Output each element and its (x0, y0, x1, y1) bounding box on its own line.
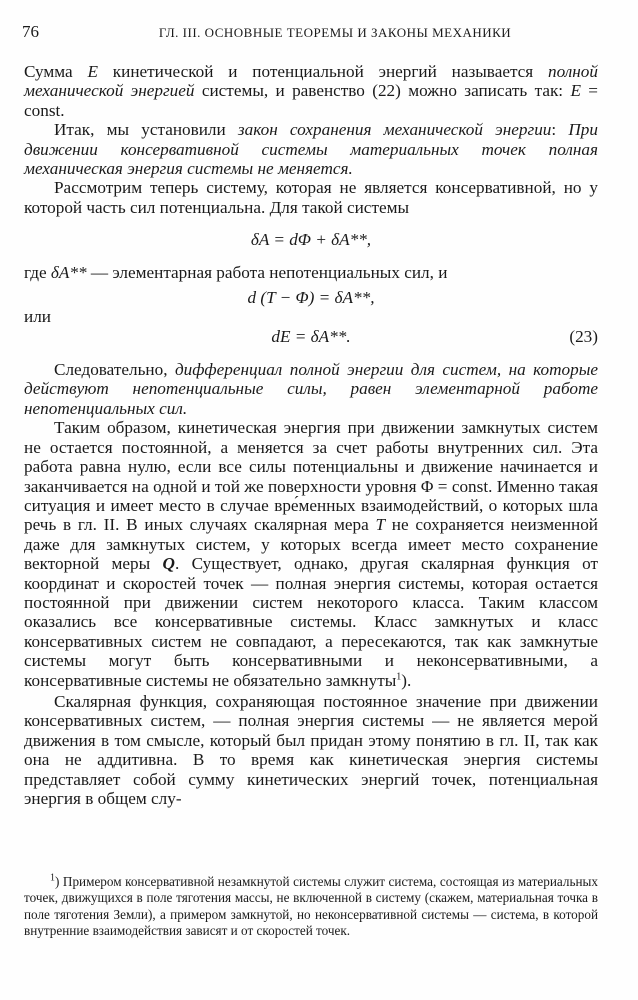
paragraph-3: Рассмотрим теперь систему, которая не является консервативной, но у которой часть сил потенциальна. Для такой системы (24, 178, 598, 217)
page-header (22, 22, 618, 44)
paragraph-6 (24, 360, 598, 418)
page-number: 76 (22, 22, 39, 41)
footnote (24, 874, 598, 939)
text: ). (401, 670, 412, 690)
symbol-dA: δA** (50, 263, 87, 283)
formula-2: d (T − Φ) = δA**, (247, 287, 375, 307)
text: . Существует, однако, другая скалярная функция от координат и скоростей точек — полная энергия системы, которая остается постоянной при движении систем некоторого класса. Таким классом оказались все консервативные системы. Класс замкнутых и класс консервативных систем не совпадают, а пересекаются, так как замкнутые системы могут быть консервативными и неконсервативными, а консервативные системы не обязательно замкнуты (24, 554, 598, 690)
text: Сумма (24, 62, 88, 81)
text: = const. (24, 81, 598, 120)
main-text (24, 62, 598, 808)
term-total-energy: полной механической энергией (24, 62, 598, 101)
paragraph-2 (24, 120, 598, 178)
footnote-text (24, 874, 598, 939)
text: Следовательно, (54, 360, 175, 380)
text: кинетической и потенциальной энергий называется (97, 62, 549, 81)
equation-number: (23) (569, 327, 598, 347)
text: — элементарная работа непотенциальных сил, и (86, 263, 448, 283)
paragraph-1 (24, 62, 598, 120)
text: Таким образом, кинетическая энергия при движении замкнутых систем не остается постоянной, а меняется за счет работы внутренних сил. Эта работа равна нулю, если все силы потенциальны и движение начинается и заканчивается на одной и той же поверхности уровня Φ = const. Именно такая ситуация и имеет место в случае вре́менных взаимодействий, о которых шла речь в гл. II. В иных случаях скалярная мера (24, 418, 598, 535)
paragraph-8: Скалярная функция, сохраняющая постоянное значение при движении консервативных систем, — полная энергия системы — не является мерой движения в том смысле, который был придан этому понятию в гл. II, так как она не аддитивна. В то время как кинетическая энергия системы представляет собой сумму кинетических энергий точек, потенциальная энергия в общем слу- (24, 691, 598, 808)
law-statement: При движении консервативной системы материальных точек полная механическая энергия системы не меняется. (24, 120, 598, 179)
differential-statement: дифференциал полной энергии для систем, на которые действуют непотенциальные силы, равен элементарной работе непотенциальных сил. (24, 360, 598, 418)
symbol-T: T (375, 515, 386, 535)
formula-3-expr: dE = δA**. (271, 327, 351, 347)
text: не сохраняется неизменной даже для замкнутых систем, у которых всегда имеет место сохранение векторной меры (24, 515, 598, 574)
text: Итак, мы установили (54, 120, 238, 140)
footnote-body: ) Примером консервативной незамкнутой системы служит система, состоящая из материальных точек, движущихся в поле тяготения массы, не включенной в систему (скажем, материальная точка в поле тяготения Земли), а примером замкнутой, но неконсервативной системы — система, в которой внутренние взаимодействия зависят и от скоростей точек. (24, 874, 598, 938)
text: : (551, 120, 569, 140)
text: системы, и равенство (22) можно записать так: (194, 81, 571, 101)
symbol-E: E (87, 62, 98, 81)
formula-1: δA = dΦ + δA**, (250, 230, 372, 250)
term-conservation-law: закон сохранения механической энергии (237, 120, 552, 140)
paragraph-5: или (24, 306, 51, 326)
symbol-E: E (570, 81, 581, 101)
text: где (24, 263, 51, 283)
running-head: ГЛ. III. ОСНОВНЫЕ ТЕОРЕМЫ И ЗАКОНЫ МЕХАНИКИ (158, 25, 512, 40)
formula-3 (24, 322, 598, 352)
paragraph-4 (24, 263, 598, 282)
footnote-ref: 1 (396, 670, 402, 682)
paragraph-7 (24, 418, 598, 690)
symbol-Q: Q (162, 554, 175, 574)
footnote-mark: 1 (50, 872, 55, 884)
